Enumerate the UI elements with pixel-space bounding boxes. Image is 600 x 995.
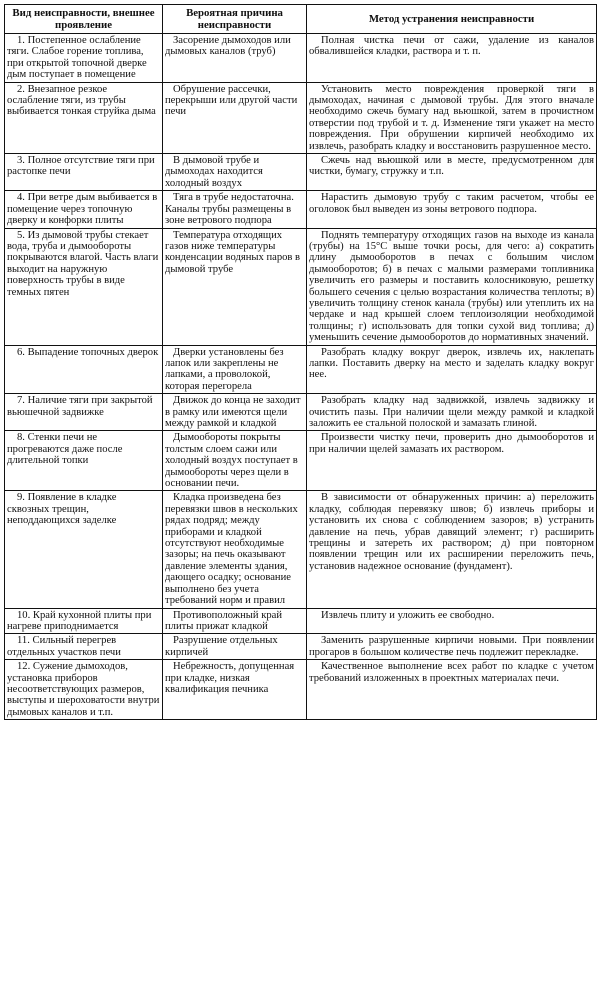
symptom-cell: 1. Постепенное ослабление тяги. Слабое горение топлива, при открытой топочной дверке дым поступает в помещение (5, 34, 163, 83)
remedy-cell: Качественное выполнение всех работ по кладке с учетом требований изложенных в проектных материалах печи. (307, 660, 597, 720)
header-remedy: Метод устранения неисправности (307, 5, 597, 34)
remedy-cell: Поднять температуру отходящих газов на выходе из канала (трубы) на 15°С выше точки росы, для чего: а) сократить длину дымооборотов в печах с большим числом дымооборотов; б) в печах с малыми размерами топливника увеличить его размеры и поставить колосниковую, решетку большего сечения с целью возрастания количества теплоты; в) увеличить толщину стенок канала (трубы) или утеплить их на чердаке и над крышей слоем теплоизоляции необходимой толщины; г) использовать для топки сухой вид топлива; д) уменьшить сечение дымооборотов до нормативных значений. (307, 228, 597, 345)
cause-cell: Движок до конца не заходит в рамку или имеются щели между рамкой и кладкой (163, 394, 307, 431)
symptom-cell: 8. Стенки печи не прогреваются даже после длительной топки (5, 431, 163, 491)
remedy-cell: Полная чистка печи от сажи, удаление из каналов обвалившейся кладки, раствора и т. п. (307, 34, 597, 83)
symptom-cell: 5. Из дымовой трубы стекает вода, труба и дымообороты покрываются влагой. Часть влаги выходит на наружную поверхность трубы в виде темных пятен (5, 228, 163, 345)
table-row (5, 228, 597, 345)
header-symptom: Вид неисправности, внешнее проявление (5, 5, 163, 34)
table-body (5, 34, 597, 720)
remedy-cell: Разобрать кладку над задвижкой, извлечь задвижку и очистить пазы. При наличии щели между рамкой и кладкой заложить ее стальной полоской и замазать глиной. (307, 394, 597, 431)
table-row (5, 394, 597, 431)
cause-cell: В дымовой трубе и дымоходах находится холодный воздух (163, 154, 307, 191)
remedy-cell: Заменить разрушенные кирпичи новыми. При появлении прогаров в большом количестве печь подлежит перекладке. (307, 634, 597, 660)
fault-table (4, 4, 597, 720)
remedy-cell: В зависимости от обнаруженных причин: а) переложить кладку, соблюдая перевязку швов; б) извлечь приборы и установить их снова с соблюдением зазоров; в) устранить давление на печь, убрав давящий элемент; г) расширить трещины и затереть их раствором; д) при повторном появлении трещин или их расширении переложить печь, установив надежное основание (фундамент). (307, 491, 597, 608)
table-header (5, 5, 597, 34)
symptom-cell: 7. Наличие тяги при закрытой вьюшечной задвижке (5, 394, 163, 431)
table-row (5, 345, 597, 394)
table-row (5, 82, 597, 153)
cause-cell: Разрушение отдельных кирпичей (163, 634, 307, 660)
remedy-cell: Извлечь плиту и уложить ее свободно. (307, 608, 597, 634)
table-row (5, 431, 597, 491)
cause-cell: Дверки установлены без лапок или закреплены не лапками, а проволокой, которая перегорела (163, 345, 307, 394)
cause-cell: Кладка произведена без перевязки швов в нескольких рядах подряд; между приборами и кладкой отсутствуют необходимые зазоры; на печь оказывают давление элементы здания, дающего осадку; основание выполнено без учета требований норм и правил (163, 491, 307, 608)
remedy-cell: Установить место повреждения проверкой тяги в дымоходах, начиная с дымовой трубы. Для этого вначале необходимо сжечь бумагу над вьюшкой, затем в прочистном отверстии под трубой и т. д. Изменение тяги укажет на место повреждения. При обрушении кирпичей необходимо их извлечь, разобрать кладку и восстановить разрушенное место. (307, 82, 597, 153)
remedy-cell: Произвести чистку печи, проверить дно дымооборотов и при наличии щелей замазать их раствором. (307, 431, 597, 491)
cause-cell: Температура отходящих газов ниже температуры конденсации водяных паров в дымовой трубе (163, 228, 307, 345)
symptom-cell: 11. Сильный перегрев отдельных участков печи (5, 634, 163, 660)
remedy-cell: Нарастить дымовую трубу с таким расчетом, чтобы ее оголовок был выведен из зоны ветрового подпора. (307, 191, 597, 228)
cause-cell: Противоположный край плиты прижат кладкой (163, 608, 307, 634)
cause-cell: Обрушение рассечки, перекрыши или другой части печи (163, 82, 307, 153)
table-row (5, 154, 597, 191)
cause-cell: Засорение дымоходов или дымовых каналов (труб) (163, 34, 307, 83)
symptom-cell: 10. Край кухонной плиты при нагреве приподнимается (5, 608, 163, 634)
symptom-cell: 3. Полное отсутствие тяги при растопке печи (5, 154, 163, 191)
table-row (5, 34, 597, 83)
symptom-cell: 4. При ветре дым выбивается в помещение через топочную дверку и конфорки плиты (5, 191, 163, 228)
symptom-cell: 2. Внезапное резкое ослабление тяги, из трубы выбивается тонкая струйка дыма (5, 82, 163, 153)
cause-cell: Небрежность, допущенная при кладке, низкая квалификация печника (163, 660, 307, 720)
cause-cell: Тяга в трубе недостаточна. Каналы трубы размещены в зоне ветрового подпора (163, 191, 307, 228)
header-cause: Вероятная причина неисправности (163, 5, 307, 34)
table-row (5, 634, 597, 660)
remedy-cell: Сжечь над вьюшкой или в месте, предусмотренном для чистки, бумагу, стружку и т.п. (307, 154, 597, 191)
table-row (5, 660, 597, 720)
remedy-cell: Разобрать кладку вокруг дверок, извлечь их, наклепать лапки. Поставить дверку на место и заделать кладку вокруг нее. (307, 345, 597, 394)
symptom-cell: 9. Появление в кладке сквозных трещин, неподдающихся заделке (5, 491, 163, 608)
table-row (5, 191, 597, 228)
symptom-cell: 12. Сужение дымоходов, установка приборов несоответствующих размеров, выступы и шероховатости внутри дымовых каналов и т.п. (5, 660, 163, 720)
symptom-cell: 6. Выпадение топочных дверок (5, 345, 163, 394)
table-row (5, 491, 597, 608)
table-row (5, 608, 597, 634)
cause-cell: Дымообороты покрыты толстым слоем сажи или холодный воздух поступает в дымообороты через щели в основании печи. (163, 431, 307, 491)
header-row (5, 5, 597, 34)
